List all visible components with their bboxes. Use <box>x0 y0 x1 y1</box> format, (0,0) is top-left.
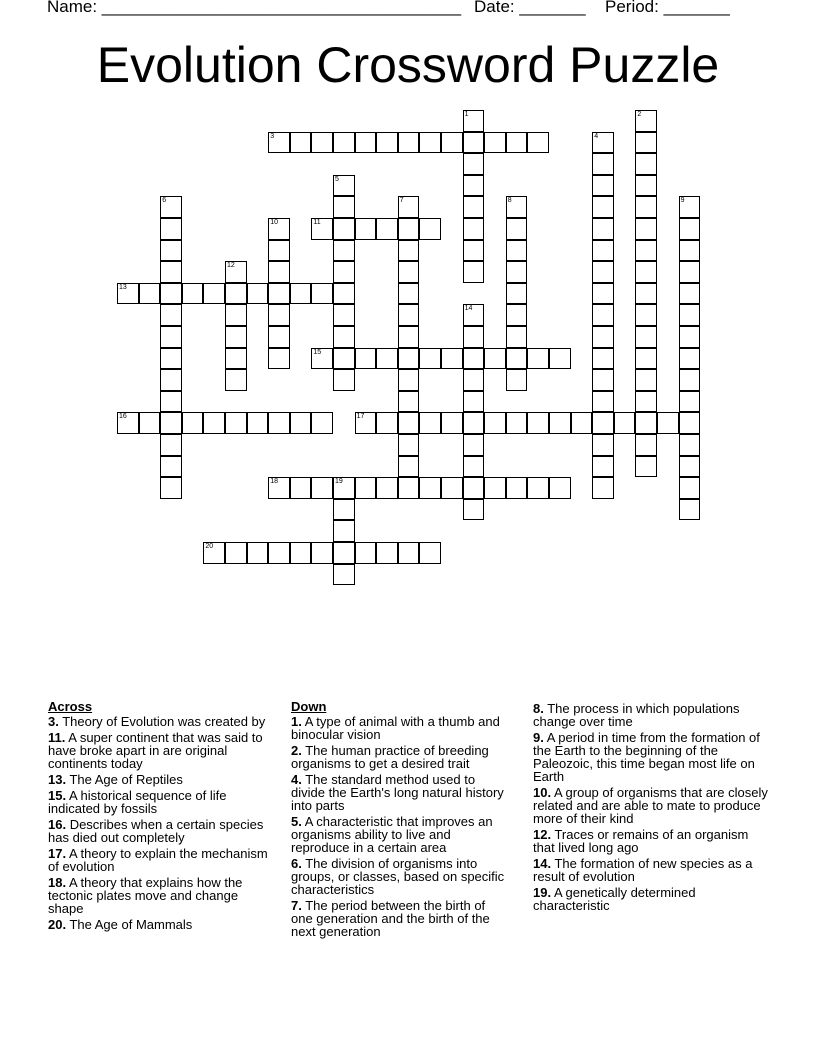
across-clues <box>48 700 274 934</box>
crossword-cell[interactable] <box>376 477 398 499</box>
crossword-cell[interactable] <box>376 218 398 240</box>
crossword-cell[interactable] <box>355 412 377 434</box>
crossword-cell[interactable] <box>527 348 549 370</box>
clue-number: 5. <box>291 814 302 829</box>
crossword-cell[interactable] <box>463 261 485 283</box>
crossword-cell[interactable] <box>160 477 182 499</box>
crossword-cell[interactable] <box>549 412 571 434</box>
crossword-cell[interactable] <box>268 304 290 326</box>
crossword-cell[interactable] <box>679 196 701 218</box>
crossword-cell[interactable] <box>311 542 333 564</box>
cell-number: 2 <box>637 111 642 118</box>
clue-number: 20. <box>48 917 67 932</box>
clue-text: Theory of Evolution was created by <box>58 714 266 729</box>
clue-item <box>533 886 769 912</box>
crossword-cell[interactable] <box>592 348 614 370</box>
crossword-cell[interactable] <box>592 132 614 154</box>
crossword-cell[interactable] <box>635 326 657 348</box>
cell-number: 10 <box>270 219 278 226</box>
crossword-cell[interactable] <box>549 348 571 370</box>
crossword-cell[interactable] <box>225 326 247 348</box>
clue-item <box>291 744 509 770</box>
down-clue-list-continued <box>533 702 769 912</box>
crossword-cell[interactable] <box>376 132 398 154</box>
crossword-cell[interactable] <box>268 542 290 564</box>
clue-number: 13. <box>48 772 67 787</box>
crossword-cell[interactable] <box>506 304 528 326</box>
crossword-cell[interactable] <box>333 326 355 348</box>
crossword-cell[interactable] <box>419 477 441 499</box>
clue-number: 1. <box>291 714 302 729</box>
cell-number: 12 <box>227 262 235 270</box>
clue-item <box>533 731 769 783</box>
down-clues <box>291 700 509 941</box>
cell-number: 9 <box>680 197 685 205</box>
crossword-cell[interactable] <box>203 412 225 434</box>
crossword-cell[interactable] <box>679 477 701 499</box>
crossword-cell[interactable] <box>355 132 377 154</box>
crossword-cell[interactable] <box>160 261 182 283</box>
cell-number: 15 <box>313 348 322 356</box>
date-field-label: Date: _______ <box>474 0 586 16</box>
crossword-cell[interactable] <box>355 477 377 499</box>
crossword-cell[interactable] <box>506 412 528 434</box>
clue-number: 9. <box>533 730 544 745</box>
clue-number: 10. <box>533 785 552 800</box>
clue-number: 6. <box>291 856 302 871</box>
crossword-cell[interactable] <box>527 477 549 499</box>
cell-number: 17 <box>356 413 365 421</box>
crossword-cell[interactable] <box>333 304 355 326</box>
down-clues-continued <box>533 702 769 915</box>
crossword-cell[interactable] <box>635 240 657 262</box>
clue-text: A genetically determined characteristic <box>533 885 696 913</box>
crossword-cell[interactable] <box>268 412 290 434</box>
crossword-cell[interactable] <box>506 240 528 262</box>
crossword-cell[interactable] <box>333 132 355 154</box>
clue-item <box>48 789 274 815</box>
cell-number: 6 <box>162 197 167 205</box>
crossword-cell[interactable] <box>679 218 701 240</box>
cell-number: 1 <box>464 111 469 118</box>
crossword-cell[interactable] <box>592 391 614 413</box>
clue-item <box>291 715 509 741</box>
clue-text: A characteristic that improves an organisms ability to live and reproduce in a certain area <box>291 814 493 855</box>
crossword-cell[interactable] <box>484 412 506 434</box>
crossword-cell[interactable] <box>463 434 485 456</box>
clue-number: 3. <box>48 714 59 729</box>
clue-number: 12. <box>533 827 552 842</box>
crossword-cell[interactable] <box>635 110 657 132</box>
crossword-cell[interactable] <box>290 477 312 499</box>
down-heading: Down <box>291 699 327 714</box>
crossword-cell[interactable] <box>139 283 161 305</box>
crossword-cell[interactable] <box>506 132 528 154</box>
clue-item <box>291 773 509 812</box>
crossword-cell[interactable] <box>333 542 355 564</box>
crossword-cell[interactable] <box>441 477 463 499</box>
crossword-cell[interactable] <box>463 196 485 218</box>
crossword-cell[interactable] <box>679 304 701 326</box>
clue-text: The division of organisms into groups, or classes, based on specific characteristics <box>291 856 505 897</box>
crossword-cell[interactable] <box>268 477 290 499</box>
cell-number: 7 <box>399 197 404 205</box>
clue-text: The process in which populations change over time <box>533 701 740 729</box>
crossword-cell[interactable] <box>527 132 549 154</box>
crossword-cell[interactable] <box>484 132 506 154</box>
crossword-cell[interactable] <box>333 175 355 197</box>
crossword-cell[interactable] <box>592 218 614 240</box>
crossword-cell[interactable] <box>592 304 614 326</box>
crossword-cell[interactable] <box>592 240 614 262</box>
crossword-cell[interactable] <box>549 477 571 499</box>
crossword-cell[interactable] <box>398 412 420 434</box>
clue-text: Traces or remains of an organism that lived long ago <box>533 827 749 855</box>
clue-text: A theory to explain the mechanism of evolution <box>48 846 268 874</box>
crossword-cell[interactable] <box>463 499 485 521</box>
crossword-cell[interactable] <box>679 412 701 434</box>
crossword-cell[interactable] <box>398 283 420 305</box>
crossword-cell[interactable] <box>311 412 333 434</box>
crossword-cell[interactable] <box>463 175 485 197</box>
crossword-cell[interactable] <box>419 218 441 240</box>
crossword-cell[interactable] <box>679 456 701 478</box>
crossword-cell[interactable] <box>139 412 161 434</box>
crossword-cell[interactable] <box>506 477 528 499</box>
crossword-cell[interactable] <box>657 412 679 434</box>
cell-number: 18 <box>270 478 278 486</box>
clue-item <box>291 899 509 938</box>
crossword-cell[interactable] <box>635 153 657 175</box>
page-title: Evolution Crossword Puzzle <box>96 37 720 93</box>
clue-item <box>48 847 274 873</box>
crossword-cell[interactable] <box>117 283 139 305</box>
crossword-cell[interactable] <box>247 283 269 305</box>
crossword-cell[interactable] <box>398 542 420 564</box>
crossword-cell[interactable] <box>311 477 333 499</box>
crossword-cell[interactable] <box>441 348 463 370</box>
crossword-cell[interactable] <box>463 132 485 154</box>
crossword-cell[interactable] <box>463 412 485 434</box>
crossword-cell[interactable] <box>635 348 657 370</box>
clue-item <box>291 857 509 896</box>
crossword-cell[interactable] <box>160 218 182 240</box>
crossword-cell[interactable] <box>679 369 701 391</box>
crossword-cell[interactable] <box>160 283 182 305</box>
crossword-cell[interactable] <box>635 283 657 305</box>
crossword-cell[interactable] <box>225 542 247 564</box>
crossword-cell[interactable] <box>398 196 420 218</box>
crossword-cell[interactable] <box>571 412 593 434</box>
clue-number: 15. <box>48 788 67 803</box>
cell-number: 20 <box>205 543 214 550</box>
clue-text: A super continent that was said to have broke apart in are original continents today <box>48 730 263 771</box>
clue-item <box>48 876 274 915</box>
crossword-cell[interactable] <box>506 196 528 218</box>
crossword-cell[interactable] <box>463 391 485 413</box>
crossword-cell[interactable] <box>333 477 355 499</box>
across-clue-list <box>48 715 274 931</box>
crossword-cell[interactable] <box>225 304 247 326</box>
crossword-cell[interactable] <box>333 369 355 391</box>
crossword-cell[interactable] <box>225 261 247 283</box>
clue-item <box>533 702 769 728</box>
crossword-cell[interactable] <box>225 369 247 391</box>
clue-text: A theory that explains how the tectonic plates move and change shape <box>48 875 243 916</box>
crossword-cell[interactable] <box>635 369 657 391</box>
crossword-cell[interactable] <box>679 434 701 456</box>
crossword-cell[interactable] <box>203 283 225 305</box>
crossword-cell[interactable] <box>355 348 377 370</box>
crossword-cell[interactable] <box>398 369 420 391</box>
crossword-cell[interactable] <box>268 132 290 154</box>
cell-number: 8 <box>507 197 512 205</box>
crossword-cell[interactable] <box>203 542 225 564</box>
crossword-cell[interactable] <box>635 412 657 434</box>
crossword-cell[interactable] <box>635 391 657 413</box>
crossword-cell[interactable] <box>679 261 701 283</box>
clue-number: 7. <box>291 898 302 913</box>
crossword-cell[interactable] <box>160 434 182 456</box>
crossword-cell[interactable] <box>376 348 398 370</box>
clue-text: A type of animal with a thumb and binocular vision <box>291 714 500 742</box>
cell-number: 14 <box>464 305 473 313</box>
crossword-cell[interactable] <box>398 240 420 262</box>
crossword-cell[interactable] <box>592 477 614 499</box>
crossword-cell[interactable] <box>635 456 657 478</box>
crossword-cell[interactable] <box>268 240 290 262</box>
crossword-cell[interactable] <box>225 348 247 370</box>
clue-item <box>533 857 769 883</box>
crossword-cell[interactable] <box>614 412 636 434</box>
crossword-cell[interactable] <box>463 153 485 175</box>
crossword-cell[interactable] <box>268 283 290 305</box>
crossword-cell[interactable] <box>592 456 614 478</box>
cell-number: 4 <box>594 132 599 140</box>
crossword-cell[interactable] <box>679 499 701 521</box>
crossword-cell[interactable] <box>484 348 506 370</box>
crossword-cell[interactable] <box>333 348 355 370</box>
clue-number: 8. <box>533 701 544 716</box>
crossword-cell[interactable] <box>333 196 355 218</box>
crossword-cell[interactable] <box>463 456 485 478</box>
crossword-cell[interactable] <box>160 326 182 348</box>
crossword-cell[interactable] <box>592 175 614 197</box>
crossword-cell[interactable] <box>376 542 398 564</box>
crossword-cell[interactable] <box>311 132 333 154</box>
crossword-cell[interactable] <box>506 218 528 240</box>
crossword-cell[interactable] <box>376 412 398 434</box>
crossword-cell[interactable] <box>592 283 614 305</box>
crossword-cell[interactable] <box>463 304 485 326</box>
cell-number: 3 <box>270 132 275 140</box>
crossword-cell[interactable] <box>463 218 485 240</box>
crossword-cell[interactable] <box>333 261 355 283</box>
crossword-cell[interactable] <box>333 499 355 521</box>
crossword-cell[interactable] <box>419 542 441 564</box>
crossword-cell[interactable] <box>398 132 420 154</box>
crossword-cell[interactable] <box>182 412 204 434</box>
crossword-cell[interactable] <box>592 326 614 348</box>
crossword-cell[interactable] <box>333 283 355 305</box>
crossword-cell[interactable] <box>398 326 420 348</box>
clue-text: Describes when a certain species has died out completely <box>48 817 264 845</box>
crossword-cell[interactable] <box>506 326 528 348</box>
clue-item <box>48 731 274 770</box>
crossword-cell[interactable] <box>506 261 528 283</box>
crossword-cell[interactable] <box>463 326 485 348</box>
crossword-cell[interactable] <box>419 348 441 370</box>
cell-number: 11 <box>313 219 321 226</box>
crossword-cell[interactable] <box>635 218 657 240</box>
crossword-cell[interactable] <box>463 477 485 499</box>
crossword-cell[interactable] <box>311 348 333 370</box>
clue-item <box>533 786 769 825</box>
clue-item <box>48 715 274 728</box>
clue-number: 16. <box>48 817 67 832</box>
crossword-cell[interactable] <box>160 196 182 218</box>
clue-text: The Age of Mammals <box>66 917 193 932</box>
crossword-cell[interactable] <box>268 218 290 240</box>
clue-number: 4. <box>291 772 302 787</box>
crossword-cell[interactable] <box>247 412 269 434</box>
crossword-cell[interactable] <box>398 456 420 478</box>
crossword-cell[interactable] <box>679 283 701 305</box>
crossword-cell[interactable] <box>398 434 420 456</box>
cell-number: 19 <box>335 478 343 486</box>
crossword-cell[interactable] <box>160 369 182 391</box>
clue-item <box>533 828 769 854</box>
crossword-cell[interactable] <box>398 391 420 413</box>
crossword-cell[interactable] <box>592 369 614 391</box>
cell-number: 5 <box>335 175 339 183</box>
cell-number: 16 <box>119 413 127 421</box>
clue-item <box>48 818 274 844</box>
crossword-cell[interactable] <box>679 326 701 348</box>
crossword-cell[interactable] <box>592 412 614 434</box>
crossword-cell[interactable] <box>355 542 377 564</box>
clue-number: 19. <box>533 885 552 900</box>
crossword-cell[interactable] <box>419 412 441 434</box>
crossword-cell[interactable] <box>463 369 485 391</box>
clue-item <box>48 918 274 931</box>
crossword-cell[interactable] <box>290 542 312 564</box>
crossword-cell[interactable] <box>463 240 485 262</box>
crossword-cell[interactable] <box>592 196 614 218</box>
crossword-cell[interactable] <box>268 326 290 348</box>
crossword-cell[interactable] <box>398 304 420 326</box>
clue-number: 17. <box>48 846 67 861</box>
crossword-cell[interactable] <box>419 132 441 154</box>
name-field-label: Name: ______________________________________ <box>47 0 462 16</box>
clue-item <box>291 815 509 854</box>
crossword-cell[interactable] <box>290 132 312 154</box>
crossword-cell[interactable] <box>160 412 182 434</box>
clue-text: A group of organisms that are closely related and are able to mate to produce more of their kind <box>533 785 768 826</box>
crossword-cell[interactable] <box>592 434 614 456</box>
crossword-cell[interactable] <box>441 132 463 154</box>
down-clue-list <box>291 715 509 938</box>
clue-text: A historical sequence of life indicated by fossils <box>48 788 227 816</box>
across-heading: Across <box>48 699 93 714</box>
clue-number: 2. <box>291 743 302 758</box>
crossword-cell[interactable] <box>635 261 657 283</box>
crossword-cell[interactable] <box>679 240 701 262</box>
crossword-cell[interactable] <box>117 412 139 434</box>
crossword-cell[interactable] <box>398 261 420 283</box>
period-field-label: Period: _______ <box>605 0 730 16</box>
crossword-cell[interactable] <box>225 283 247 305</box>
crossword-cell[interactable] <box>160 240 182 262</box>
crossword-cell[interactable] <box>635 434 657 456</box>
clue-text: The standard method used to divide the Earth's long natural history into parts <box>291 772 504 813</box>
crossword-cell[interactable] <box>506 283 528 305</box>
clue-text: The human practice of breeding organisms to get a desired trait <box>291 743 489 771</box>
crossword-cell[interactable] <box>160 391 182 413</box>
clue-number: 14. <box>533 856 552 871</box>
crossword-cell[interactable] <box>635 196 657 218</box>
crossword-cell[interactable] <box>268 348 290 370</box>
crossword-cell[interactable] <box>311 218 333 240</box>
crossword-cell[interactable] <box>441 412 463 434</box>
cell-number: 13 <box>119 283 127 291</box>
crossword-cell[interactable] <box>506 348 528 370</box>
clue-number: 11. <box>48 730 66 745</box>
crossword-cell[interactable] <box>333 564 355 586</box>
crossword-cell[interactable] <box>333 218 355 240</box>
crossword-cell[interactable] <box>268 261 290 283</box>
crossword-cell[interactable] <box>182 283 204 305</box>
crossword-cell[interactable] <box>635 132 657 154</box>
crossword-cell[interactable] <box>333 240 355 262</box>
crossword-cell[interactable] <box>527 412 549 434</box>
clue-text: A period in time from the formation of the Earth to the beginning of the Paleozoic, this time began most life on Earth <box>533 730 760 784</box>
crossword-cell[interactable] <box>679 348 701 370</box>
crossword-cell[interactable] <box>247 542 269 564</box>
crossword-cell[interactable] <box>398 218 420 240</box>
clue-text: The period between the birth of one generation and the birth of the next generation <box>291 898 490 939</box>
crossword-cell[interactable] <box>290 283 312 305</box>
crossword-cell[interactable] <box>160 456 182 478</box>
crossword-cell[interactable] <box>679 391 701 413</box>
crossword-cell[interactable] <box>333 520 355 542</box>
crossword-cell[interactable] <box>355 218 377 240</box>
crossword-cell[interactable] <box>225 412 247 434</box>
crossword-cell[interactable] <box>592 153 614 175</box>
clue-text: The Age of Reptiles <box>66 772 183 787</box>
clue-text: The formation of new species as a result of evolution <box>533 856 753 884</box>
crossword-cell[interactable] <box>506 369 528 391</box>
crossword-cell[interactable] <box>463 348 485 370</box>
crossword-cell[interactable] <box>398 477 420 499</box>
crossword-cell[interactable] <box>463 110 485 132</box>
clue-item <box>48 773 274 786</box>
crossword-cell[interactable] <box>398 348 420 370</box>
crossword-cell[interactable] <box>160 304 182 326</box>
crossword-cell[interactable] <box>160 348 182 370</box>
crossword-cell[interactable] <box>635 175 657 197</box>
crossword-cell[interactable] <box>484 477 506 499</box>
crossword-cell[interactable] <box>635 304 657 326</box>
crossword-cell[interactable] <box>311 283 333 305</box>
clue-number: 18. <box>48 875 67 890</box>
crossword-cell[interactable] <box>592 261 614 283</box>
crossword-cell[interactable] <box>290 412 312 434</box>
